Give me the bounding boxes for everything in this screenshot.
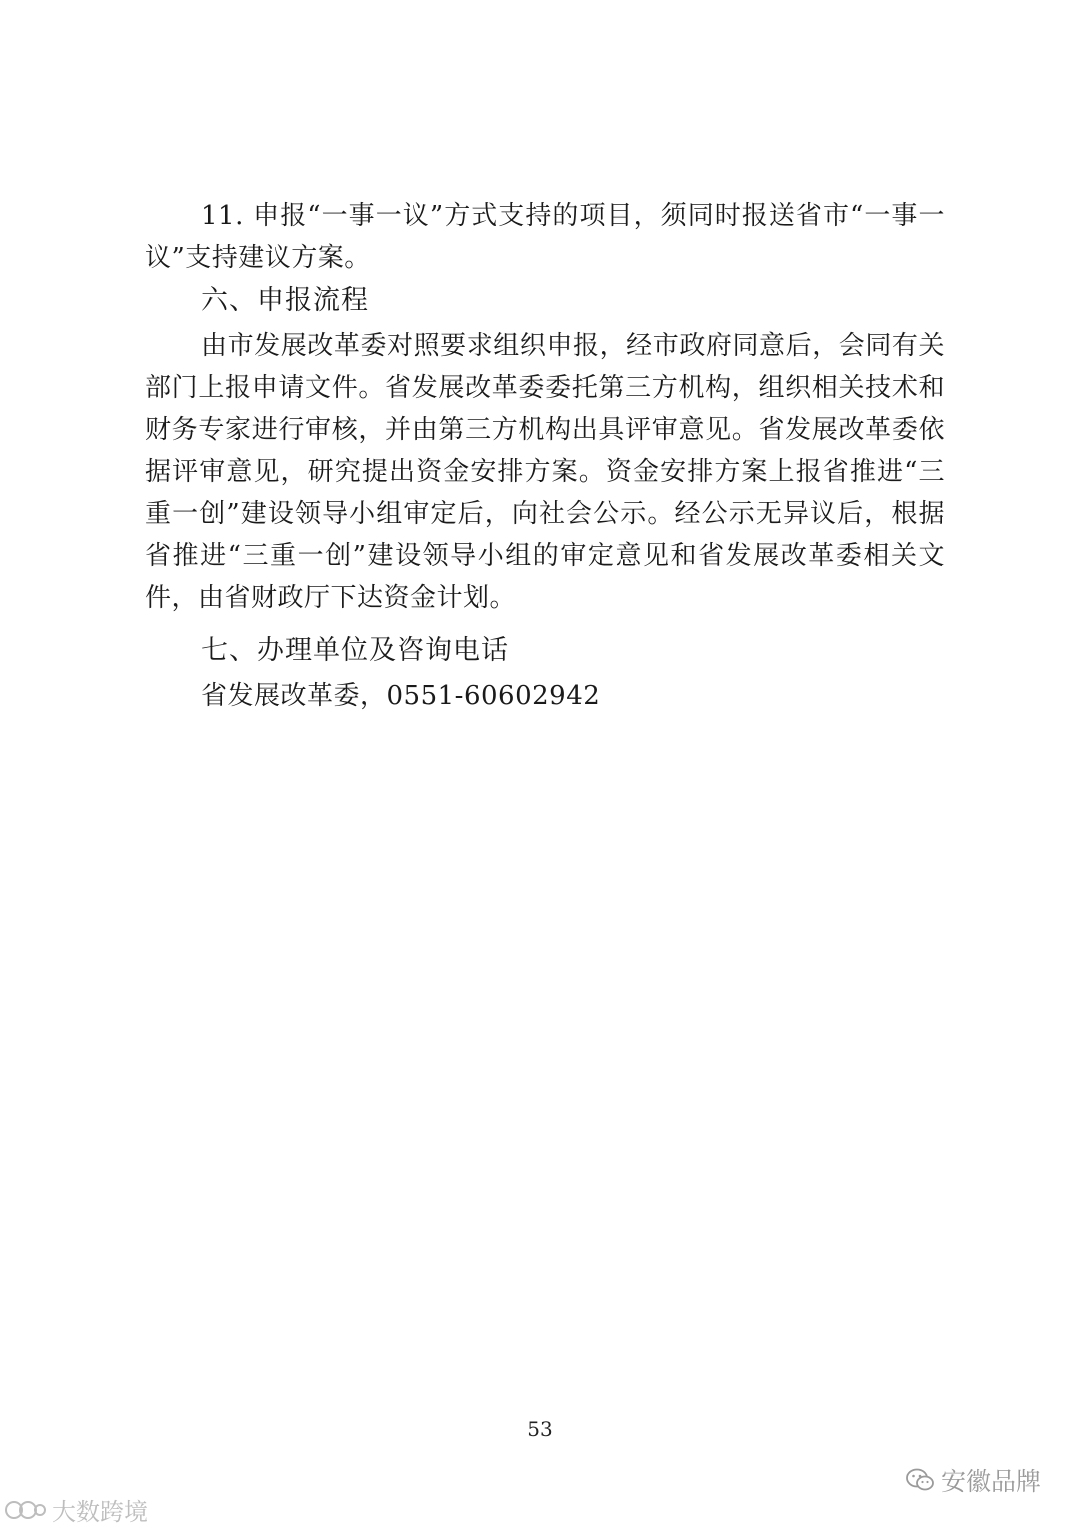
item-11-block <box>145 195 945 279</box>
watermark-left-text: 大数跨境 <box>52 1498 148 1526</box>
section-7-heading: 七、办理单位及咨询电话 <box>201 635 509 666</box>
contact-line: 省发展改革委，0551-60602942 <box>201 681 601 711</box>
watermark-right-text: 安徽品牌 <box>941 1467 1042 1496</box>
item-11-paragraph: 11. 申报“一事一议”方式支持的项目，须同时报送省市“一事一议”支持建议方案。 <box>145 201 945 273</box>
section-6-paragraph: 由市发展改革委对照要求组织申报，经市政府同意后，会同有关部门上报申请文件。省发展改革委委托第三方机构，组织相关技术和财务专家进行审核，并由第三方机构出具评审意见。省发展改革委依据评审意见，研究提出资金安排方案。资金安排方案上报省推进“三重一创”建设领导小组审定后，向社会公示。经公示无异议后，根据省推进“三重一创”建设领导小组的审定意见和省发展改革委相关文件，由省财政厅下达资金计划。 <box>145 331 945 613</box>
watermark-left <box>4 1492 148 1527</box>
section-6-block <box>145 325 945 619</box>
section-6-heading: 六、申报流程 <box>201 285 369 316</box>
page-number: 53 <box>527 1417 553 1441</box>
wechat-icon <box>905 1467 935 1493</box>
brand-logo-icon <box>4 1497 48 1523</box>
watermark-right <box>905 1462 1041 1498</box>
